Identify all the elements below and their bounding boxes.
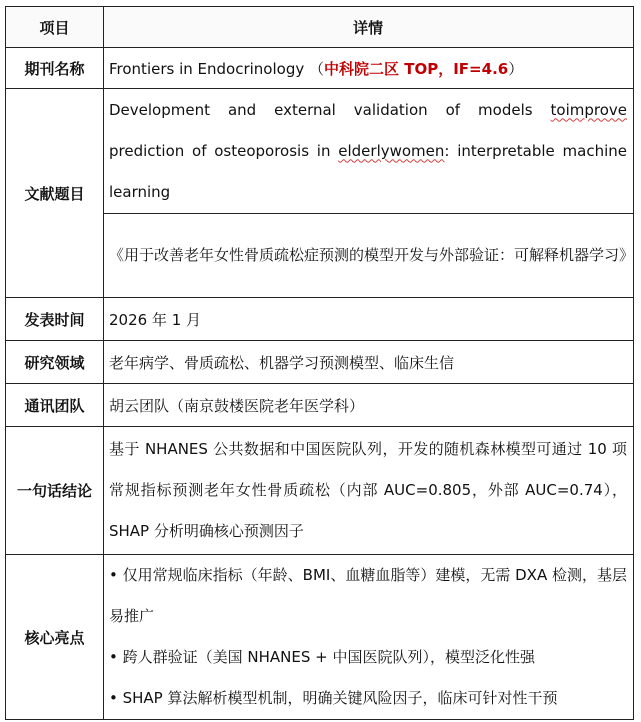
highlight-item: • 跨人群验证（美国 NHANES + 中国医院队列），模型泛化性强: [109, 648, 535, 666]
highlight-item: • SHAP 算法解析模型机制，明确关键风险因子，临床可针对性干预: [109, 689, 558, 707]
title-zh-cell: [104, 214, 634, 298]
title-en-word1: toimprove: [550, 100, 627, 119]
field-label: 研究领域: [6, 341, 104, 384]
journal-open-paren: （: [309, 59, 325, 78]
journal-name: Frontiers in Endocrinology: [109, 59, 305, 78]
row-field: [6, 341, 634, 384]
conclusion-cell: [104, 427, 634, 555]
row-title: [6, 89, 634, 214]
title-en-word2: elderlywomen: [338, 141, 445, 160]
summary-table: [5, 6, 634, 720]
row-published: [6, 298, 634, 341]
title-en-part3: : interpretable machine learning: [109, 141, 627, 201]
row-team: [6, 384, 634, 427]
title-label: 文献题目: [6, 89, 104, 298]
journal-label: 期刊名称: [6, 48, 104, 89]
title-en-part1: Development and external validation of models: [109, 100, 551, 119]
header-item: 项目: [6, 7, 104, 48]
team-label: 通讯团队: [6, 384, 104, 427]
header-row: [6, 7, 634, 48]
journal-close-paren: ）: [508, 59, 524, 78]
published-value: 2026 年 1 月: [104, 298, 634, 341]
team-value: 胡云团队（南京鼓楼医院老年医学科）: [104, 384, 634, 427]
field-value: 老年病学、骨质疏松、机器学习预测模型、临床生信: [104, 341, 634, 384]
highlights-cell: [104, 555, 634, 720]
published-label: 发表时间: [6, 298, 104, 341]
title-zh: 《用于改善老年女性骨质疏松症预测的模型开发与外部验证：可解释机器学习》: [109, 246, 635, 264]
header-details: 详情: [104, 7, 634, 48]
title-en-cell: [104, 89, 634, 214]
journal-ranking: 中科院二区 TOP，IF=4.6: [324, 59, 509, 78]
title-en: [109, 90, 627, 213]
title-en-part2: prediction of osteoporosis in: [109, 141, 339, 160]
row-conclusion: [6, 427, 634, 555]
row-journal: [6, 48, 634, 89]
conclusion-label: 一句话结论: [6, 427, 104, 555]
highlight-item: • 仅用常规临床指标（年龄、BMI、血糖血脂等）建模，无需 DXA 检测，基层易推广: [109, 566, 627, 625]
row-highlights: [6, 555, 634, 720]
conclusion-value: 基于 NHANES 公共数据和中国医院队列，开发的随机森林模型可通过 10 项常规指标预测老年女性骨质疏松（内部 AUC=0.805，外部 AUC=0.74），SHAP 分析明确核心预测因子: [109, 440, 627, 540]
highlights-label: 核心亮点: [6, 555, 104, 720]
journal-value: [104, 48, 634, 89]
